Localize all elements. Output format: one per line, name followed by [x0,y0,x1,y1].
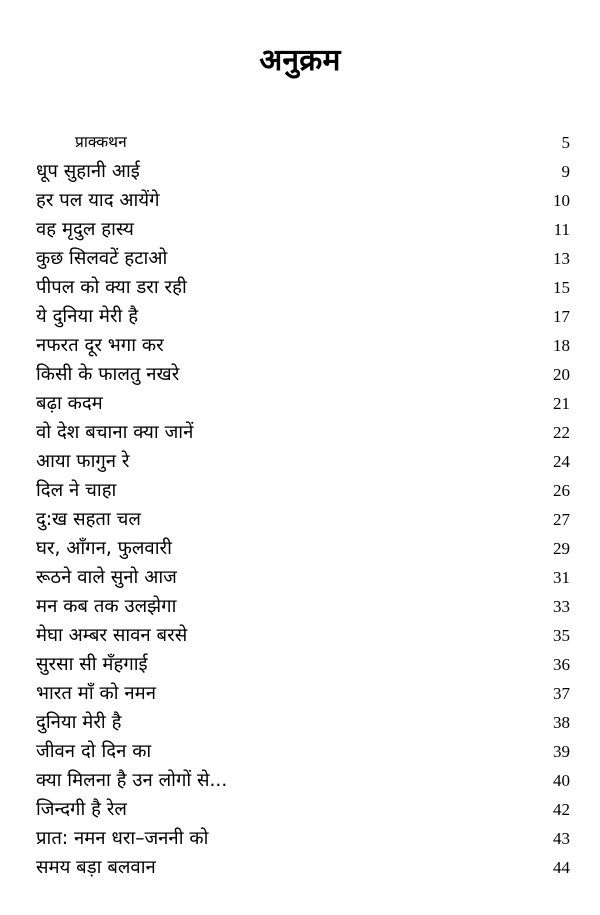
toc-entry-page-number: 9 [561,162,570,181]
toc-entry-label: नफरत दूर भगा कर [36,335,164,356]
toc-entry[interactable] [0,273,600,302]
toc-entry-label: प्रात: नमन धरा–जननी को [36,828,209,849]
toc-entry-page-number: 39 [553,742,570,761]
toc-entry[interactable] [0,505,600,534]
toc-entry-label: जिन्दगी है रेल [36,799,127,820]
toc-entry-page-number: 17 [553,307,570,326]
toc-entry[interactable] [0,331,600,360]
toc-entry-page-number: 26 [553,481,570,500]
toc-entry-page-number: 5 [561,133,570,152]
toc-entry-label: मेघा अम्बर सावन बरसे [36,625,188,646]
toc-entry-label: क्या मिलना है उन लोगों से... [36,770,228,791]
toc-entry-page-number: 20 [553,365,570,384]
toc-entry-page-number: 27 [553,510,570,529]
toc-entry-label: बढ़ा कदम [36,393,103,414]
toc-entry[interactable] [0,853,600,882]
toc-entry[interactable] [0,795,600,824]
toc-entry-page-number: 11 [553,220,570,239]
toc-entry[interactable] [0,186,600,215]
toc-entry-label: पीपल को क्या डरा रही [36,277,187,298]
toc-entry-page-number: 36 [553,655,570,674]
toc-entry[interactable] [0,824,600,853]
toc-entry[interactable] [0,447,600,476]
toc-entry-label: मन कब तक उलझेगा [36,596,177,617]
toc-entry-label: किसी के फालतु नखरे [36,364,180,385]
toc-entry[interactable] [0,534,600,563]
toc-entry[interactable] [0,621,600,650]
toc-entry-page-number: 33 [553,597,570,616]
toc-entry-page-number: 18 [553,336,570,355]
toc-entry[interactable] [0,737,600,766]
toc-entry-label: प्राक्कथन [75,133,127,151]
toc-entry-page-number: 40 [553,771,570,790]
toc-entry-label: समय बड़ा बलवान [36,857,156,878]
toc-entry-label: कुछ सिलवटें हटाओ [36,248,168,269]
toc-entry-page-number: 22 [553,423,570,442]
toc-entry-label: धूप सुहानी आई [36,161,140,182]
toc-entry-label: वो देश बचाना क्या जानें [36,422,194,443]
toc-entry-label: सुरसा सी मँहगाई [36,654,148,675]
toc-entry[interactable] [0,418,600,447]
toc-entry[interactable] [0,563,600,592]
toc-entry-page-number: 10 [553,191,570,210]
toc-entry-label: आया फागुन रे [36,451,130,472]
toc-entry-label: रूठने वाले सुनो आज [36,567,177,588]
toc-entry-page-number: 13 [553,249,570,268]
toc-entry[interactable] [0,592,600,621]
toc-entry-page-number: 29 [553,539,570,558]
toc-entry[interactable] [0,157,600,186]
toc-entry[interactable] [0,389,600,418]
toc-entry[interactable] [0,128,600,157]
toc-entry-page-number: 38 [553,713,570,732]
toc-entry[interactable] [0,302,600,331]
toc-entry[interactable] [0,360,600,389]
toc-entry-page-number: 35 [553,626,570,645]
toc-entry[interactable] [0,244,600,273]
toc-entry-page-number: 21 [553,394,570,413]
toc-entry-label: दुनिया मेरी है [36,712,122,733]
toc-entry-label: जीवन दो दिन का [36,741,152,762]
toc-entry-label: वह मृदुल हास्य [36,219,134,240]
toc-entry-list [0,128,600,882]
toc-entry[interactable] [0,650,600,679]
toc-entry-page-number: 31 [553,568,570,587]
toc-entry[interactable] [0,215,600,244]
toc-entry-label: घर, आँगन, फुलवारी [36,538,172,559]
toc-entry-page-number: 44 [553,858,570,877]
toc-entry-page-number: 37 [553,684,570,703]
toc-entry-page-number: 42 [553,800,570,819]
toc-entry-label: दु:ख सहता चल [36,509,141,530]
toc-entry-label: दिल ने चाहा [36,480,117,501]
toc-entry-page-number: 43 [553,829,570,848]
toc-entry[interactable] [0,476,600,505]
toc-entry-page-number: 24 [553,452,570,471]
toc-entry[interactable] [0,766,600,795]
toc-entry-label: हर पल याद आयेंगे [36,190,160,211]
toc-entry-label: ये दुनिया मेरी है [36,306,139,327]
toc-entry-page-number: 15 [553,278,570,297]
toc-entry[interactable] [0,708,600,737]
toc-entry[interactable] [0,679,600,708]
page-title: अनुक्रम [259,43,341,78]
toc-entry-label: भारत माँ को नमन [36,683,157,704]
